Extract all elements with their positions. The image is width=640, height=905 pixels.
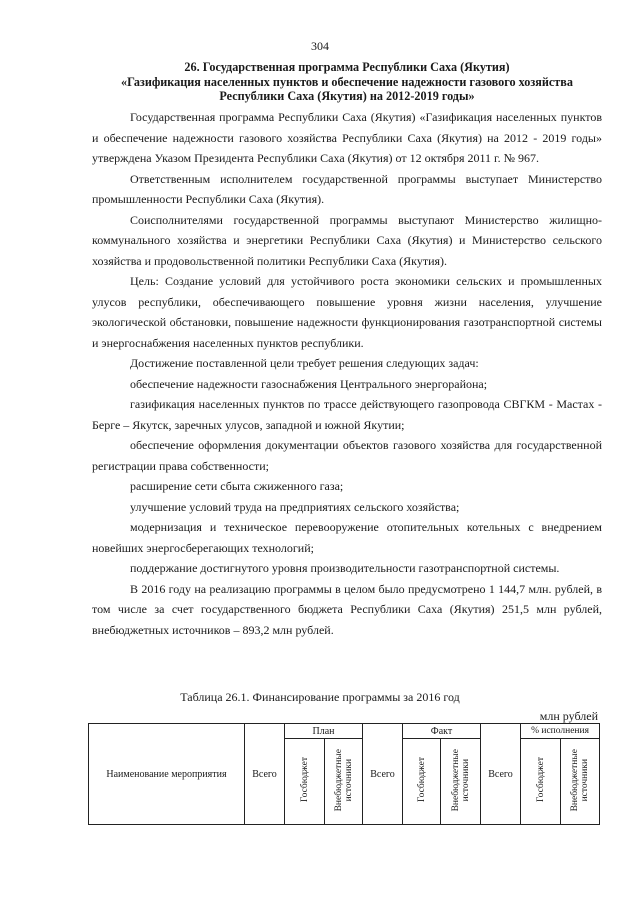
table-caption: Таблица 26.1. Финансирование программы за 2016 год (180, 690, 460, 704)
header-name: Наименование мероприятия (89, 724, 245, 825)
paragraph: Достижение поставленной цели требует решения следующих задач: (130, 356, 479, 370)
header-plan-state-budget: Госбюджет (285, 739, 325, 825)
financing-table (88, 723, 600, 825)
title-line-3: Республики Саха (Якутия) на 2012-2019 годы» (219, 89, 475, 103)
header-fact: Факт (403, 724, 481, 739)
page-number: 304 (311, 39, 329, 53)
header-percent-state-budget: Госбюджет (521, 739, 561, 825)
paragraph: Цель: Создание условий для устойчивого роста экономики сельских и промышленных улусов республики, обеспечивающего повышение уровня жизни населения, улучшение экологической обстановки, повышение надежности функционирования газотранспортной системы и энергоснабжения населенных пунктов республики. (92, 274, 602, 350)
paragraph: В 2016 году на реализацию программы в целом было предусмотрено 1 144,7 млн. рублей, в том числе за счет государственного бюджета Республики Саха (Якутия) 251,5 млн рублей, внебюджетных источников – 893,2 млн рублей. (92, 581, 602, 637)
task-item: обеспечение надежности газоснабжения Центрального энергорайона; (130, 376, 488, 391)
header-fact-total: Всего (363, 724, 403, 825)
header-plan: План (285, 724, 363, 739)
header-percent-extra-budget: Внебюджетные источники (561, 739, 600, 825)
header-plan-extra-budget: Внебюджетные источники (325, 739, 363, 825)
task-item: улучшение условий труда на предприятиях сельского хозяйства; (130, 499, 460, 514)
task-item: поддержание достигнутого уровня производительности газотранспортной системы. (130, 561, 560, 575)
header-percent: % исполнения (521, 724, 600, 739)
task-item: расширение сети сбыта сжиженного газа; (130, 479, 344, 493)
task-item: газификация населенных пунктов по трассе действующего газопровода СВГКМ - Мастах - Берге – Якутск, заречных улусов, западной и южной Якутии; (92, 397, 602, 432)
task-item: модернизация и техническое перевооружение отопительных котельных с внедрением новейших энергосберегающих технологий; (92, 520, 602, 555)
paragraph: Соисполнителями государственной программы выступают Министерство жилищно-коммунального хозяйства и энергетики Республики Саха (Якутия) и Министерство сельского хозяйства и продовольственной политики Республики Саха (Якутия). (92, 212, 602, 268)
header-fact-extra-budget: Внебюджетные источники (441, 739, 481, 825)
table-unit-label: млн рублей (539, 709, 598, 723)
section-title (92, 60, 602, 104)
title-line-2: «Газификация населенных пунктов и обеспечение надежности газового хозяйства (121, 74, 573, 89)
task-item: обеспечение оформления документации объектов газового хозяйства для государственной регистрации права собственности; (92, 438, 602, 473)
header-percent-total: Всего (481, 724, 521, 825)
header-fact-state-budget: Госбюджет (403, 739, 441, 825)
body-text (92, 107, 602, 640)
paragraph: Ответственным исполнителем государственной программы выступает Министерство промышленности Республики Саха (Якутия). (92, 171, 602, 206)
paragraph: Государственная программа Республики Саха (Якутия) «Газификация населенных пунктов и обеспечение надежности газового хозяйства Республики Саха (Якутия) на 2012 - 2019 годы» утверждена Указом Президента Республики Саха (Якутия) от 12 октября 2011 г. № 967. (92, 110, 602, 165)
title-line-1: 26. Государственная программа Республики Саха (Якутия) (184, 60, 510, 74)
header-plan-total: Всего (245, 724, 285, 825)
